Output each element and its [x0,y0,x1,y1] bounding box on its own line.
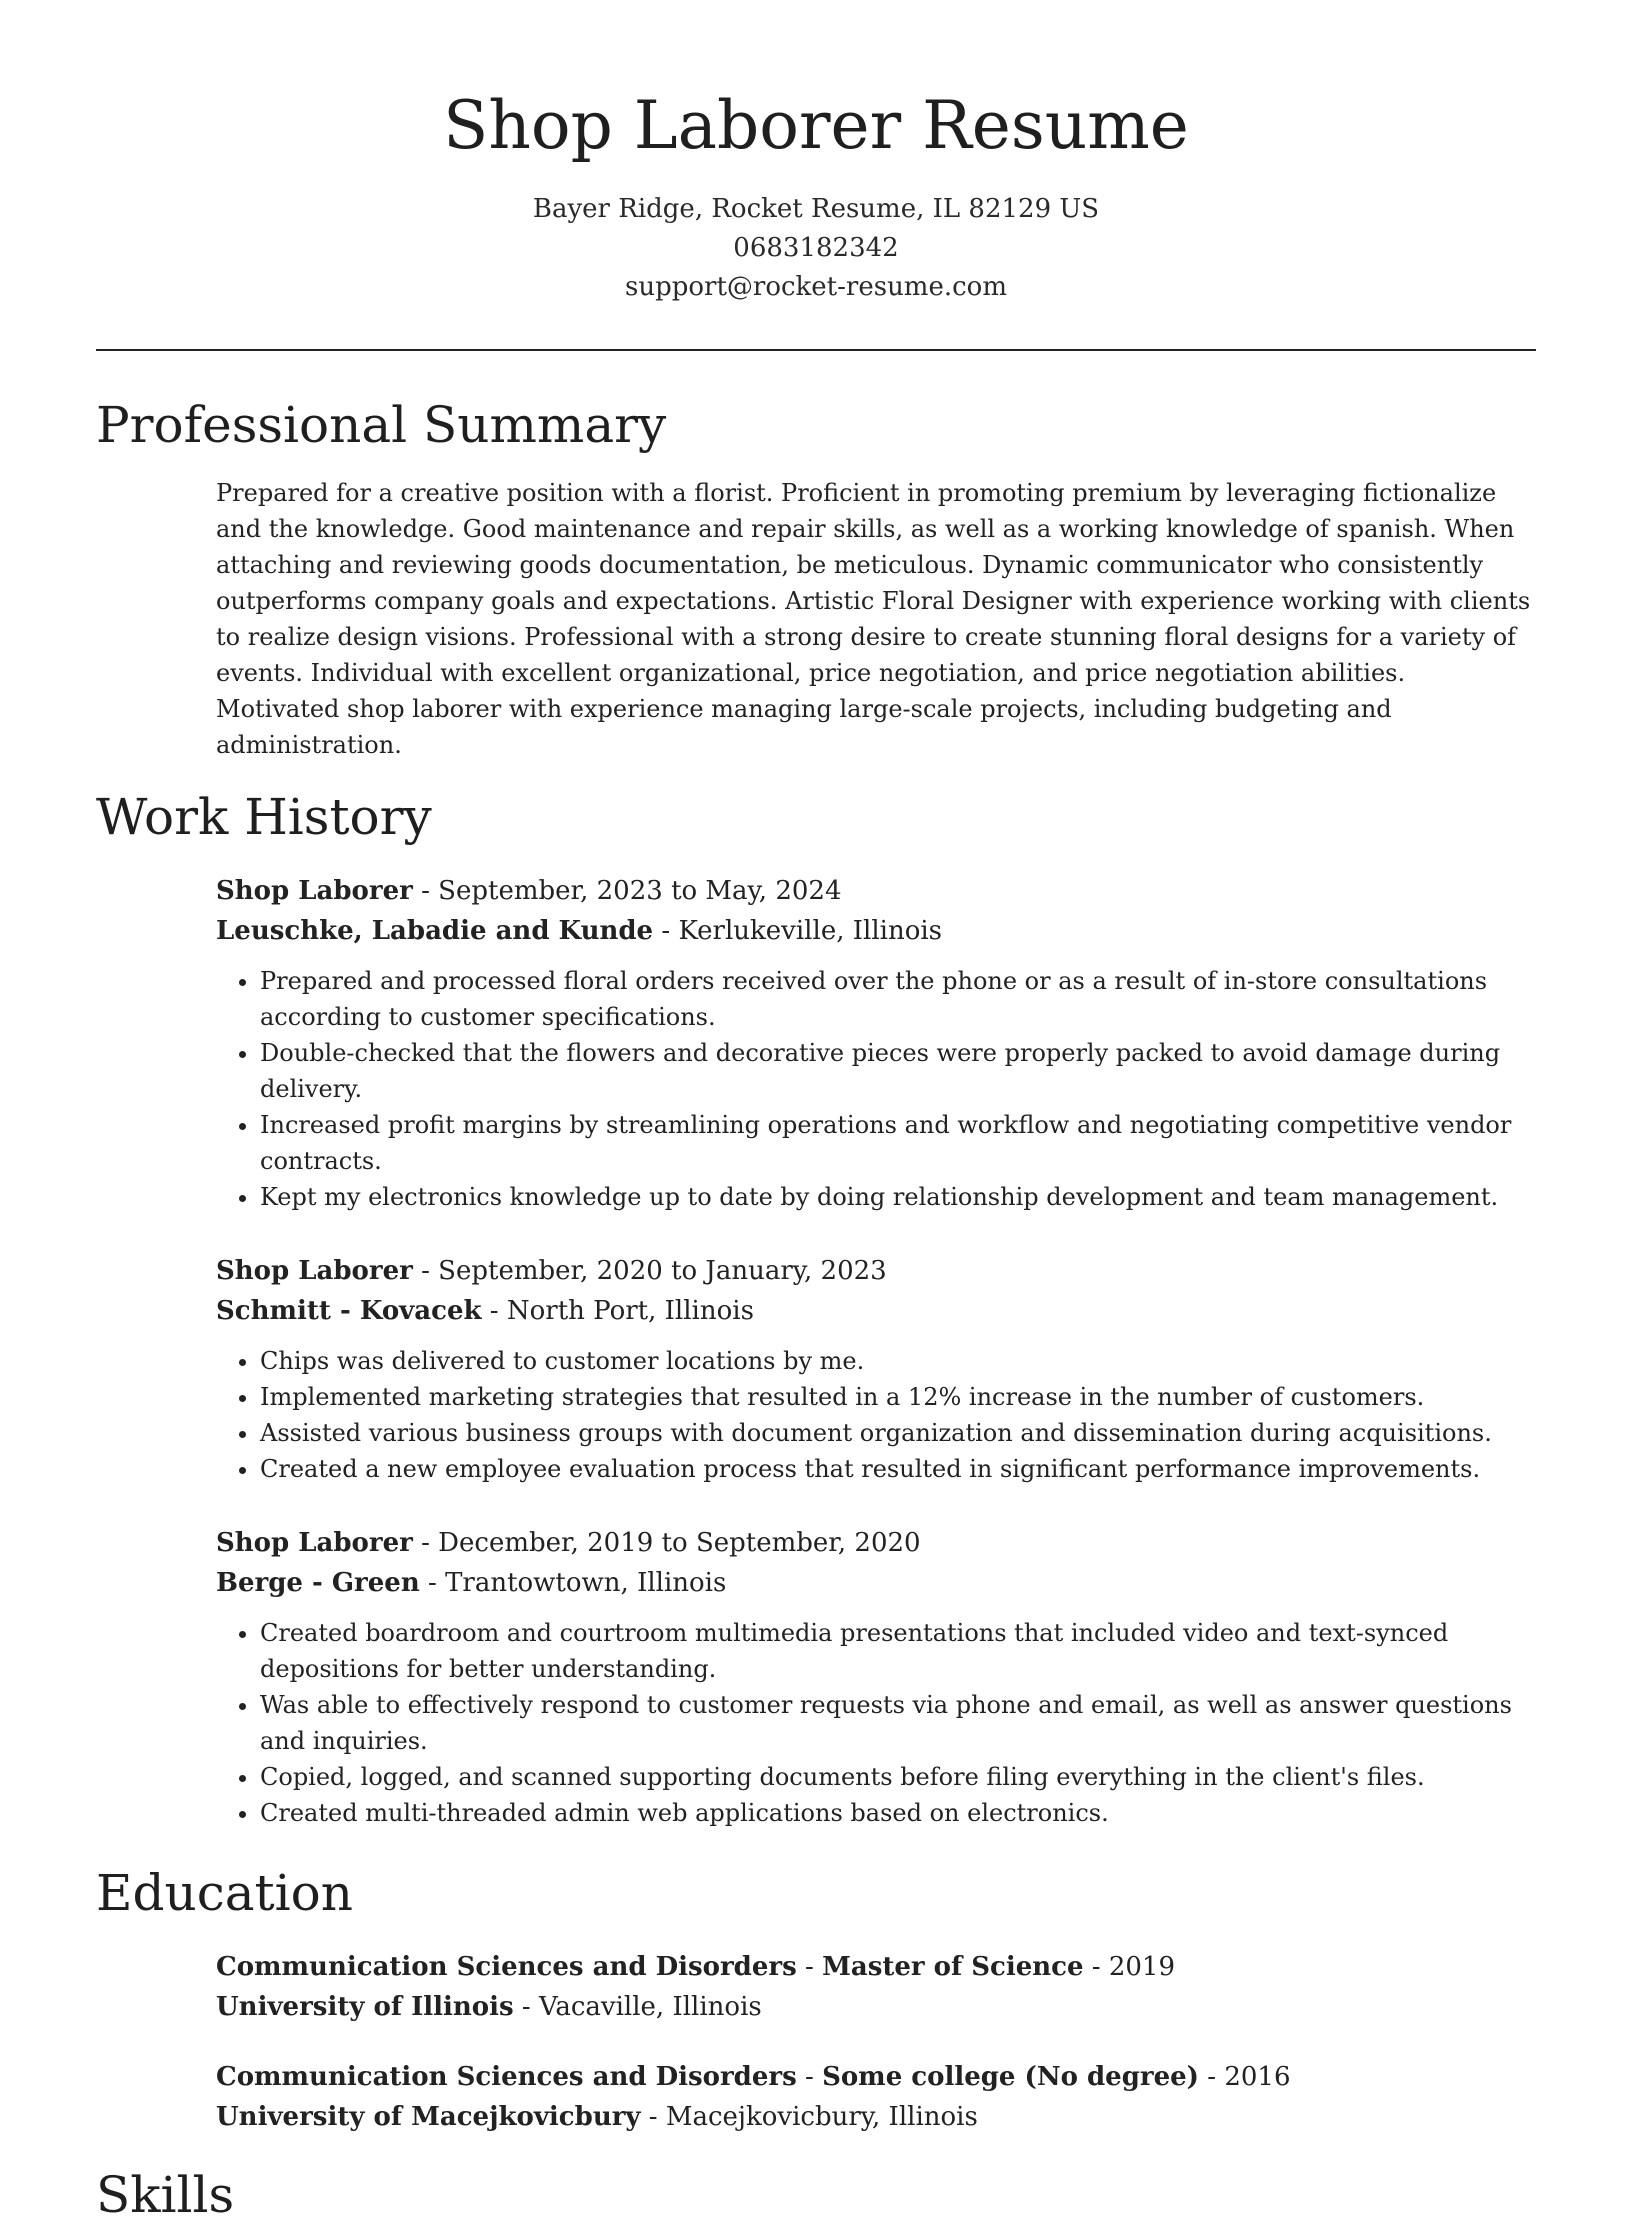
job-bullet: • Kept my electronics knowledge up to date by doing relationship development and team management. [260,1179,1536,1215]
education-entry [216,2057,1536,2137]
job-bullet: • Created multi-threaded admin web applications based on electronics. [260,1795,1536,1831]
address-text: Bayer Ridge, Rocket Resume, IL 82129 US [532,194,1100,224]
separator: - [412,1256,439,1286]
separator: - [481,1296,507,1326]
job-dates: December, 2019 to September, 2020 [438,1528,921,1558]
job-bullets [216,963,1536,1215]
job-location: Trantowtown, Illinois [445,1568,727,1598]
separator: - [653,916,679,946]
education-year: 2016 [1224,2062,1291,2092]
job-dates: September, 2020 to January, 2023 [438,1256,887,1286]
separator: - [640,2102,666,2132]
education-heading: Education [96,1864,353,1922]
job-company: Leuschke, Labadie and Kunde [216,916,654,946]
work-history-heading: Work History [96,788,432,846]
phone-text: 0683182342 [733,233,899,263]
separator: - [412,876,439,906]
job-bullet: • Copied, logged, and scanned supporting documents before filing everything in the client's files. [260,1759,1536,1795]
job-bullet: • Was able to effectively respond to customer requests via phone and email, as well as answer questions and inquiries. [260,1687,1536,1759]
job-bullet: • Created boardroom and courtroom multimedia presentations that included video and text-synced depositions for better understanding. [260,1615,1536,1687]
education-degree: Some college (No degree) [822,2062,1199,2092]
education-school: University of Illinois [216,1992,514,2022]
education-school-line [216,1987,1536,2027]
job-bullet: • Chips was delivered to customer locations by me. [260,1343,1536,1379]
education-section [96,1861,1536,2137]
email-text: support@rocket-resume.com [624,272,1007,302]
separator: - [412,1528,439,1558]
education-degree-line [216,1947,1536,1987]
education-degree: Master of Science [822,1952,1084,1982]
summary-heading: Professional Summary [96,396,667,454]
job-company: Berge - Green [216,1568,420,1598]
education-school-line [216,2097,1536,2137]
job-location: North Port, Illinois [506,1296,754,1326]
job-title-line [216,871,1536,911]
summary-section [96,393,1536,763]
separator: - [796,1952,823,1982]
separator: - [513,1992,539,2022]
job-role: Shop Laborer [216,876,413,906]
separator: - [1083,1952,1109,1982]
job-bullets [216,1615,1536,1831]
separator: - [1198,2062,1225,2092]
job-company-line [216,1291,1536,1331]
job-bullet: • Created a new employee evaluation process that resulted in significant performance improvements. [260,1451,1536,1487]
job-bullet: • Prepared and processed floral orders received over the phone or as a result of in-store consultations according to customer specifications. [260,963,1536,1035]
separator: - [419,1568,446,1598]
job-role: Shop Laborer [216,1528,413,1558]
summary-text: Prepared for a creative position with a florist. Proficient in promoting premium by leveraging fictionalize and the knowledge. Good maintenance and repair skills, as well as a working knowledge of spanish. When attaching and reviewing goods documentation, be meticulous. Dynamic communicator who consistently outperforms company goals and expectations. Artistic Floral Designer with experience working with clients to realize design visions. Professional with a strong desire to create stunning floral designs for a variety of events. Individual with excellent organizational, price negotiation, and price negotiation abilities. Motivated shop laborer with experience managing large-scale projects, including budgeting and administration. [216,479,1531,759]
job-entry [216,871,1536,1215]
job-bullet: • Implemented marketing strategies that resulted in a 12% increase in the number of customers. [260,1379,1536,1415]
job-bullet: • Double-checked that the flowers and decorative pieces were properly packed to avoid damage during delivery. [260,1035,1536,1107]
job-role: Shop Laborer [216,1256,413,1286]
job-company-line [216,1563,1536,1603]
education-field: Communication Sciences and Disorders [216,2062,797,2092]
job-entry [216,1523,1536,1831]
separator: - [796,2062,823,2092]
job-company: Schmitt - Kovacek [216,1296,482,1326]
job-bullet: • Assisted various business groups with document organization and dissemination during acquisitions. [260,1415,1536,1451]
resume-header [96,0,1536,307]
job-location: Kerlukeville, Illinois [678,916,943,946]
job-title-line [216,1251,1536,1291]
education-location: Vacaville, Illinois [538,1992,762,2022]
resume-title: Shop Laborer Resume [443,87,1189,164]
skills-section [96,2163,1536,2227]
job-bullet: • Increased profit margins by streamlining operations and workflow and negotiating competitive vendor contracts. [260,1107,1536,1179]
job-title-line [216,1523,1536,1563]
education-degree-line [216,2057,1536,2097]
resume-page [96,0,1536,2227]
work-history-section [96,785,1536,1831]
education-entry [216,1947,1536,2027]
job-dates: September, 2023 to May, 2024 [438,876,842,906]
education-field: Communication Sciences and Disorders [216,1952,797,1982]
job-entry [216,1251,1536,1487]
contact-block [96,190,1536,307]
job-company-line [216,911,1536,951]
skills-heading: Skills [96,2166,235,2224]
education-location: Macejkovicbury, Illinois [665,2102,978,2132]
job-bullets [216,1343,1536,1487]
header-divider [96,349,1536,351]
education-year: 2019 [1108,1952,1176,1982]
education-school: University of Macejkovicbury [216,2102,641,2132]
